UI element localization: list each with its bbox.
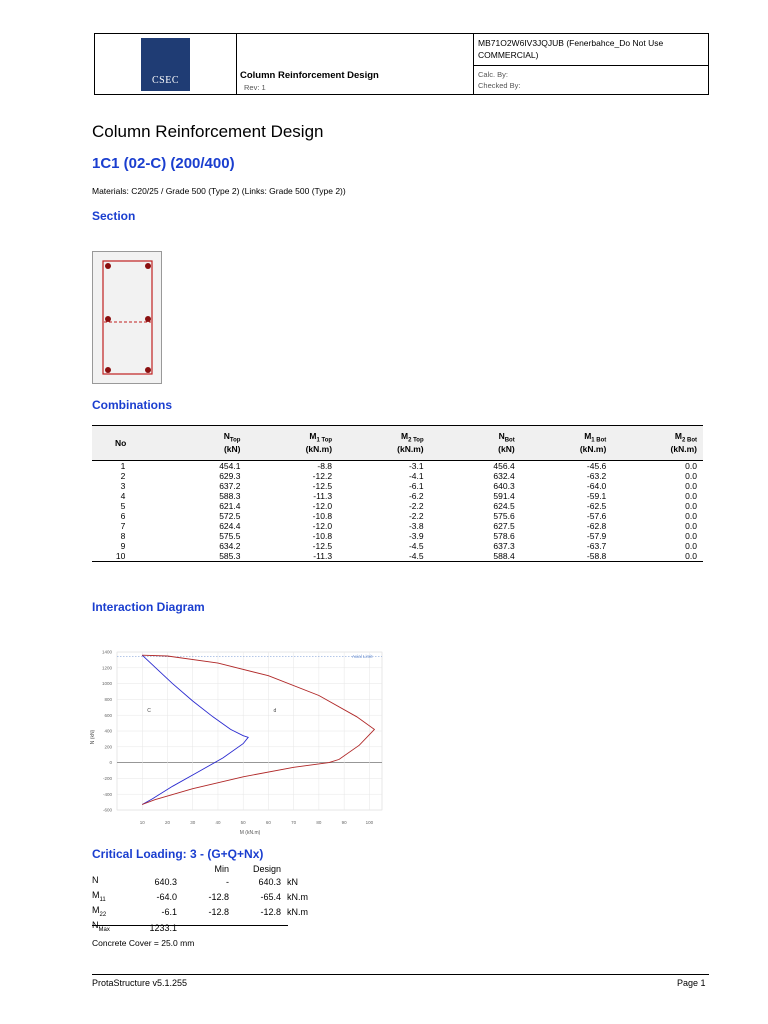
row-number: 9 bbox=[120, 540, 126, 551]
critical-label: $M_{11}$ bbox=[92, 889, 106, 903]
table-cell: -6.2 bbox=[408, 490, 424, 501]
x-tick-label: 50 bbox=[240, 820, 246, 825]
critical-v1: -64.0 bbox=[156, 892, 177, 903]
table-cell: -57.9 bbox=[586, 530, 607, 541]
table-cell: -63.2 bbox=[586, 470, 607, 481]
critical-design: 640.3 bbox=[258, 876, 281, 887]
col-header: $M_{2 Top}$ (kN.m) bbox=[338, 426, 430, 461]
table-cell: 575.6 bbox=[493, 510, 515, 521]
chart-ylabel: N (kN) bbox=[90, 729, 96, 745]
x-tick-label: 40 bbox=[215, 820, 221, 825]
critical-design: -65.4 bbox=[260, 892, 281, 903]
x-tick-label: 30 bbox=[190, 820, 196, 825]
table-cell: 0.0 bbox=[685, 530, 697, 541]
critical-min bbox=[177, 920, 229, 935]
col-header: $M_{1 Bot}$ (kN.m) bbox=[521, 426, 613, 461]
table-cell: -3.9 bbox=[408, 530, 424, 541]
logo-text: CSEC bbox=[151, 75, 179, 86]
row-number: 2 bbox=[120, 470, 126, 481]
chart-annotation: d bbox=[273, 708, 277, 715]
table-cell: 0.0 bbox=[685, 470, 697, 481]
header-title-cell bbox=[236, 34, 474, 94]
col-header: $M_{2 Bot}$ (kN.m) bbox=[612, 426, 703, 461]
critical-v1: 1233.1 bbox=[149, 922, 177, 933]
header-box bbox=[94, 33, 709, 95]
table-cell: -4.1 bbox=[408, 470, 424, 481]
y-tick-label: -200 bbox=[102, 776, 112, 781]
table-cell: -12.5 bbox=[312, 480, 333, 491]
y-tick-label: 1000 bbox=[101, 681, 112, 687]
x-tick-label: 100 bbox=[365, 820, 374, 825]
table-cell: -4.5 bbox=[338, 551, 430, 562]
critical-header-row bbox=[92, 864, 317, 875]
interaction-chart bbox=[90, 632, 390, 838]
rebar-dot bbox=[105, 367, 111, 373]
critical-design: -12.8 bbox=[260, 907, 281, 918]
concrete-cover: Concrete Cover = 25.0 mm bbox=[92, 938, 195, 948]
y-tick-label: 200 bbox=[104, 744, 112, 750]
table-cell: -3.1 bbox=[408, 460, 424, 471]
table-row bbox=[92, 521, 703, 531]
chart-background bbox=[90, 632, 390, 838]
y-tick-label: 0 bbox=[109, 760, 112, 766]
row-number: 1 bbox=[120, 460, 126, 471]
footer-rule bbox=[92, 974, 709, 975]
table-cell: 454.1 bbox=[219, 460, 241, 471]
table-cell: 0.0 bbox=[612, 551, 703, 562]
table-cell: -59.1 bbox=[586, 490, 607, 501]
critical-v1: -6.1 bbox=[161, 907, 177, 918]
critical-label: $M_{22}$ bbox=[92, 905, 107, 918]
col-header: $N_{Top}$ (kN) bbox=[155, 426, 246, 461]
col-no: No bbox=[92, 426, 155, 461]
critical-min: - bbox=[226, 876, 229, 887]
table-row bbox=[92, 531, 703, 541]
table-row bbox=[92, 501, 703, 511]
csec-logo bbox=[141, 38, 190, 91]
table-cell: 588.3 bbox=[219, 490, 241, 501]
y-tick-label: -600 bbox=[102, 807, 112, 813]
y-tick-label: -400 bbox=[102, 791, 112, 797]
row-number: 10 bbox=[92, 551, 155, 562]
table-row bbox=[92, 471, 703, 481]
table-row bbox=[92, 541, 703, 551]
critical-row bbox=[92, 890, 317, 905]
table-cell: -6.1 bbox=[408, 480, 424, 491]
table-cell: -12.2 bbox=[312, 470, 333, 481]
table-cell: 640.3 bbox=[493, 480, 515, 491]
table-cell: -57.6 bbox=[586, 510, 607, 521]
table-cell: -45.6 bbox=[586, 460, 607, 471]
table-cell: 621.4 bbox=[219, 500, 241, 511]
table-cell: -2.2 bbox=[408, 500, 424, 511]
header-info-cell bbox=[474, 34, 708, 94]
combinations-body bbox=[92, 461, 703, 562]
critical-min: -12.8 bbox=[208, 907, 229, 918]
y-tick-label: 1400 bbox=[101, 649, 112, 655]
x-tick-label: 60 bbox=[265, 820, 271, 825]
table-cell: -58.8 bbox=[521, 551, 613, 562]
table-cell: 0.0 bbox=[685, 520, 697, 531]
critical-body bbox=[92, 875, 317, 936]
row-number: 3 bbox=[120, 480, 126, 491]
table-cell: 0.0 bbox=[685, 500, 697, 511]
critical-row bbox=[92, 920, 317, 935]
calc-by: Calc. By: bbox=[478, 70, 509, 79]
table-cell: 0.0 bbox=[685, 510, 697, 521]
table-cell: 578.6 bbox=[493, 530, 515, 541]
x-tick-label: 20 bbox=[164, 820, 170, 825]
critical-v1: 640.3 bbox=[154, 876, 177, 887]
table-cell: -2.2 bbox=[408, 510, 424, 521]
chart-xlabel: M (kN.m) bbox=[239, 830, 261, 836]
critical-unit: kN.m bbox=[287, 892, 308, 903]
table-cell: 624.4 bbox=[219, 520, 241, 531]
x-tick-label: 10 bbox=[139, 820, 145, 825]
critical-unit: kN.m bbox=[287, 907, 308, 918]
table-cell: -64.0 bbox=[586, 480, 607, 491]
combinations-table bbox=[92, 425, 703, 562]
table-row bbox=[92, 511, 703, 521]
table-row bbox=[92, 481, 703, 491]
critical-row bbox=[92, 875, 317, 890]
critical-min: -12.8 bbox=[208, 892, 229, 903]
header-doc-title: Column Reinforcement Design bbox=[240, 70, 379, 81]
table-cell: 456.4 bbox=[493, 460, 515, 471]
table-cell: 0.0 bbox=[685, 540, 697, 551]
column-id: 1C1 (02-C) (200/400) bbox=[92, 155, 235, 172]
section-drawing bbox=[92, 251, 162, 384]
table-cell: 629.3 bbox=[219, 470, 241, 481]
col-header: $N_{Bot}$ (kN) bbox=[430, 426, 521, 461]
row-number: 4 bbox=[120, 490, 126, 501]
table-cell: -63.7 bbox=[586, 540, 607, 551]
table-cell: 634.2 bbox=[219, 540, 241, 551]
y-tick-label: 400 bbox=[104, 728, 112, 734]
y-tick-label: 1200 bbox=[101, 665, 112, 671]
critical-table-rule bbox=[92, 925, 288, 926]
critical-row bbox=[92, 905, 317, 920]
col-header: $M_{1 Top}$ (kN.m) bbox=[246, 426, 338, 461]
table-cell: 0.0 bbox=[685, 460, 697, 471]
checked-by: Checked By: bbox=[478, 81, 521, 90]
critical-unit: kN bbox=[287, 876, 298, 887]
rebar-dot bbox=[105, 316, 111, 322]
table-cell: -12.5 bbox=[312, 540, 333, 551]
table-cell: -11.3 bbox=[246, 551, 338, 562]
critical-unit bbox=[287, 920, 317, 935]
table-cell: 575.5 bbox=[219, 530, 241, 541]
materials-text: Materials: C20/25 / Grade 500 (Type 2) (Links: Grade 500 (Type 2)) bbox=[92, 186, 346, 196]
x-tick-label: 70 bbox=[291, 820, 297, 825]
table-row bbox=[92, 551, 703, 562]
table-cell: -3.8 bbox=[408, 520, 424, 531]
table-cell: -10.8 bbox=[312, 510, 333, 521]
row-number: 5 bbox=[120, 500, 126, 511]
x-tick-label: 90 bbox=[341, 820, 347, 825]
critical-design bbox=[229, 920, 287, 935]
section-heading: Section bbox=[92, 209, 136, 223]
table-cell: -11.3 bbox=[313, 490, 333, 501]
header-divider bbox=[474, 65, 708, 66]
rebar-dot bbox=[105, 263, 111, 269]
table-cell: -4.5 bbox=[408, 540, 424, 551]
table-cell: -12.0 bbox=[312, 500, 333, 511]
page-title: Column Reinforcement Design bbox=[92, 122, 324, 141]
table-cell: 637.3 bbox=[493, 540, 515, 551]
rebar-dot bbox=[145, 263, 151, 269]
table-cell: 637.2 bbox=[219, 480, 241, 491]
table-cell: 632.4 bbox=[493, 470, 515, 481]
section-svg bbox=[93, 252, 161, 383]
critical-label: N bbox=[92, 874, 99, 885]
table-row bbox=[92, 491, 703, 501]
critical-loading-heading: Critical Loading: 3 - (G+Q+Nx) bbox=[92, 847, 264, 861]
chart-legend-text: Axial Limit bbox=[352, 654, 373, 659]
table-cell: 0.0 bbox=[685, 490, 697, 501]
table-cell: 591.4 bbox=[493, 490, 515, 501]
x-tick-label: 80 bbox=[316, 820, 322, 825]
table-cell: -12.0 bbox=[312, 520, 333, 531]
chart-annotation: C bbox=[147, 708, 151, 715]
table-row bbox=[92, 461, 703, 472]
y-tick-label: 600 bbox=[104, 712, 112, 718]
rebar-dot bbox=[145, 316, 151, 322]
row-number: 6 bbox=[120, 510, 126, 521]
col-min: Min bbox=[214, 864, 229, 874]
table-cell: 588.4 bbox=[430, 551, 521, 562]
combinations-header-row bbox=[92, 426, 703, 461]
header-rev: Rev: 1 bbox=[244, 83, 266, 92]
table-cell: 624.5 bbox=[493, 500, 515, 511]
logo-cell bbox=[95, 34, 237, 94]
table-cell: 627.5 bbox=[493, 520, 515, 531]
table-cell: 585.3 bbox=[155, 551, 246, 562]
table-cell: -62.5 bbox=[586, 500, 607, 511]
row-number: 8 bbox=[120, 530, 126, 541]
table-cell: -10.8 bbox=[312, 530, 333, 541]
critical-label: $N_{Max}$ bbox=[92, 920, 110, 934]
table-cell: 0.0 bbox=[685, 480, 697, 491]
table-cell: -8.8 bbox=[317, 460, 333, 471]
row-number: 7 bbox=[120, 520, 126, 531]
y-tick-label: 800 bbox=[104, 697, 112, 702]
interaction-heading: Interaction Diagram bbox=[92, 600, 205, 614]
col-design: Design bbox=[252, 864, 281, 874]
combinations-heading: Combinations bbox=[92, 398, 172, 412]
rebar-dot bbox=[145, 367, 151, 373]
footer-software: ProtaStructure v5.1.255 bbox=[92, 978, 188, 988]
footer-page: Page 1 bbox=[677, 978, 706, 988]
table-cell: 572.5 bbox=[219, 510, 241, 521]
table-cell: -62.8 bbox=[586, 520, 607, 531]
project-code: MB71O2W6IV3JQJUB (Fenerbahce_Do Not Use COMMERCIAL) bbox=[478, 38, 664, 60]
